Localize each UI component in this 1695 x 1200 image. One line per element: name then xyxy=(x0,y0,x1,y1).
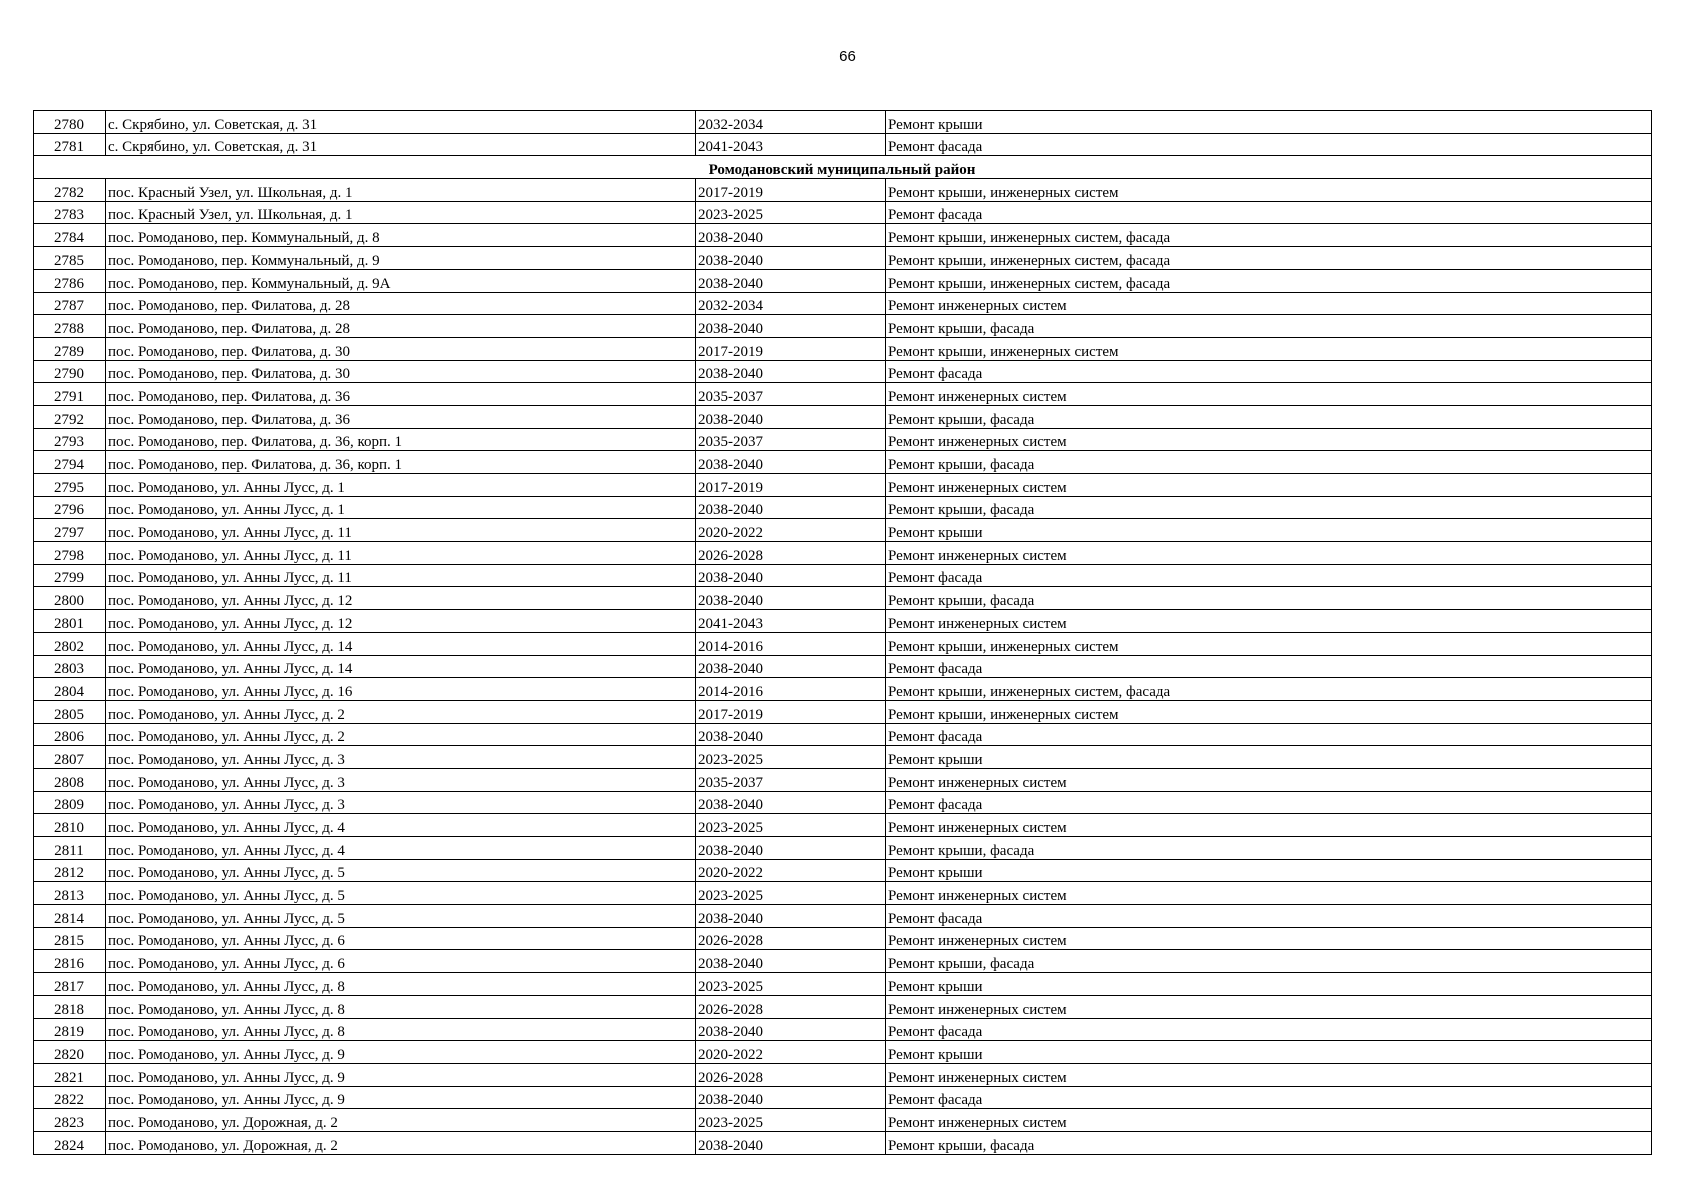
row-number-cell: 2814 xyxy=(34,905,106,928)
period-cell: 2017-2019 xyxy=(696,474,886,497)
address-cell: пос. Ромоданово, ул. Анны Лусс, д. 5 xyxy=(106,882,696,905)
table-row xyxy=(34,428,1652,451)
repair-schedule-table xyxy=(33,110,1652,1155)
work-type-cell: Ремонт крыши, фасада xyxy=(886,587,1652,610)
table-row xyxy=(34,133,1652,156)
table-row xyxy=(34,791,1652,814)
row-number-cell: 2822 xyxy=(34,1086,106,1109)
address-cell: пос. Ромоданово, ул. Анны Лусс, д. 2 xyxy=(106,700,696,723)
work-type-cell: Ремонт инженерных систем xyxy=(886,428,1652,451)
row-number-cell: 2811 xyxy=(34,837,106,860)
table-row xyxy=(34,111,1652,134)
address-cell: пос. Ромоданово, ул. Анны Лусс, д. 8 xyxy=(106,995,696,1018)
work-type-cell: Ремонт крыши xyxy=(886,859,1652,882)
period-cell: 2038-2040 xyxy=(696,451,886,474)
row-number-cell: 2816 xyxy=(34,950,106,973)
table-row xyxy=(34,1086,1652,1109)
row-number-cell: 2795 xyxy=(34,474,106,497)
row-number-cell: 2824 xyxy=(34,1131,106,1154)
row-number-cell: 2786 xyxy=(34,269,106,292)
address-cell: пос. Ромоданово, ул. Анны Лусс, д. 9 xyxy=(106,1063,696,1086)
period-cell: 2023-2025 xyxy=(696,882,886,905)
period-cell: 2026-2028 xyxy=(696,1063,886,1086)
period-cell: 2017-2019 xyxy=(696,700,886,723)
row-number-cell: 2812 xyxy=(34,859,106,882)
address-cell: пос. Ромоданово, пер. Филатова, д. 28 xyxy=(106,292,696,315)
table-row xyxy=(34,201,1652,224)
address-cell: пос. Ромоданово, пер. Филатова, д. 36 xyxy=(106,405,696,428)
work-type-cell: Ремонт фасада xyxy=(886,564,1652,587)
period-cell: 2038-2040 xyxy=(696,723,886,746)
period-cell: 2035-2037 xyxy=(696,383,886,406)
row-number-cell: 2810 xyxy=(34,814,106,837)
address-cell: пос. Ромоданово, ул. Дорожная, д. 2 xyxy=(106,1109,696,1132)
table-row xyxy=(34,678,1652,701)
work-type-cell: Ремонт крыши xyxy=(886,973,1652,996)
table-row xyxy=(34,519,1652,542)
row-number-cell: 2785 xyxy=(34,247,106,270)
row-number-cell: 2790 xyxy=(34,360,106,383)
period-cell: 2038-2040 xyxy=(696,405,886,428)
period-cell: 2038-2040 xyxy=(696,564,886,587)
address-cell: пос. Ромоданово, пер. Филатова, д. 30 xyxy=(106,360,696,383)
work-type-cell: Ремонт фасада xyxy=(886,133,1652,156)
row-number-cell: 2806 xyxy=(34,723,106,746)
work-type-cell: Ремонт крыши, инженерных систем xyxy=(886,337,1652,360)
table-row xyxy=(34,1041,1652,1064)
period-cell: 2038-2040 xyxy=(696,247,886,270)
address-cell: пос. Ромоданово, ул. Анны Лусс, д. 4 xyxy=(106,837,696,860)
row-number-cell: 2784 xyxy=(34,224,106,247)
work-type-cell: Ремонт фасада xyxy=(886,905,1652,928)
row-number-cell: 2796 xyxy=(34,496,106,519)
address-cell: пос. Ромоданово, ул. Анны Лусс, д. 8 xyxy=(106,1018,696,1041)
table-row xyxy=(34,405,1652,428)
period-cell: 2038-2040 xyxy=(696,1086,886,1109)
table-row xyxy=(34,973,1652,996)
table-row xyxy=(34,700,1652,723)
row-number-cell: 2791 xyxy=(34,383,106,406)
table-row xyxy=(34,1063,1652,1086)
period-cell: 2020-2022 xyxy=(696,519,886,542)
period-cell: 2038-2040 xyxy=(696,224,886,247)
table-row xyxy=(34,882,1652,905)
period-cell: 2038-2040 xyxy=(696,791,886,814)
table-row xyxy=(34,610,1652,633)
work-type-cell: Ремонт крыши xyxy=(886,111,1652,134)
address-cell: пос. Ромоданово, ул. Дорожная, д. 2 xyxy=(106,1131,696,1154)
work-type-cell: Ремонт крыши, фасада xyxy=(886,451,1652,474)
period-cell: 2023-2025 xyxy=(696,746,886,769)
address-cell: пос. Ромоданово, ул. Анны Лусс, д. 6 xyxy=(106,950,696,973)
page-number: 66 xyxy=(839,48,856,65)
work-type-cell: Ремонт крыши xyxy=(886,746,1652,769)
address-cell: пос. Ромоданово, ул. Анны Лусс, д. 3 xyxy=(106,791,696,814)
row-number-cell: 2781 xyxy=(34,133,106,156)
row-number-cell: 2789 xyxy=(34,337,106,360)
address-cell: пос. Ромоданово, ул. Анны Лусс, д. 6 xyxy=(106,927,696,950)
table-row xyxy=(34,269,1652,292)
table-row xyxy=(34,1109,1652,1132)
row-number-cell: 2804 xyxy=(34,678,106,701)
row-number-cell: 2792 xyxy=(34,405,106,428)
address-cell: пос. Ромоданово, ул. Анны Лусс, д. 3 xyxy=(106,768,696,791)
table-row xyxy=(34,1018,1652,1041)
address-cell: пос. Ромоданово, ул. Анны Лусс, д. 11 xyxy=(106,519,696,542)
table-row xyxy=(34,746,1652,769)
period-cell: 2035-2037 xyxy=(696,768,886,791)
work-type-cell: Ремонт фасада xyxy=(886,723,1652,746)
address-cell: пос. Ромоданово, ул. Анны Лусс, д. 8 xyxy=(106,973,696,996)
address-cell: пос. Ромоданово, ул. Анны Лусс, д. 12 xyxy=(106,610,696,633)
work-type-cell: Ремонт крыши, фасада xyxy=(886,950,1652,973)
table-body xyxy=(34,111,1652,1155)
table-row xyxy=(34,1131,1652,1154)
period-cell: 2023-2025 xyxy=(696,814,886,837)
work-type-cell: Ремонт инженерных систем xyxy=(886,1063,1652,1086)
address-cell: пос. Ромоданово, ул. Анны Лусс, д. 9 xyxy=(106,1041,696,1064)
period-cell: 2014-2016 xyxy=(696,678,886,701)
table-row xyxy=(34,451,1652,474)
table-row xyxy=(34,247,1652,270)
address-cell: пос. Ромоданово, ул. Анны Лусс, д. 3 xyxy=(106,746,696,769)
work-type-cell: Ремонт инженерных систем xyxy=(886,474,1652,497)
table-row xyxy=(34,905,1652,928)
period-cell: 2038-2040 xyxy=(696,587,886,610)
work-type-cell: Ремонт фасада xyxy=(886,360,1652,383)
period-cell: 2041-2043 xyxy=(696,133,886,156)
period-cell: 2032-2034 xyxy=(696,292,886,315)
period-cell: 2038-2040 xyxy=(696,360,886,383)
work-type-cell: Ремонт инженерных систем xyxy=(886,882,1652,905)
work-type-cell: Ремонт крыши, инженерных систем, фасада xyxy=(886,224,1652,247)
table-row xyxy=(34,995,1652,1018)
period-cell: 2026-2028 xyxy=(696,995,886,1018)
address-cell: пос. Ромоданово, ул. Анны Лусс, д. 16 xyxy=(106,678,696,701)
work-type-cell: Ремонт инженерных систем xyxy=(886,814,1652,837)
work-type-cell: Ремонт крыши, фасада xyxy=(886,837,1652,860)
period-cell: 2014-2016 xyxy=(696,632,886,655)
row-number-cell: 2820 xyxy=(34,1041,106,1064)
address-cell: пос. Ромоданово, пер. Филатова, д. 36, корп. 1 xyxy=(106,428,696,451)
row-number-cell: 2782 xyxy=(34,179,106,202)
work-type-cell: Ремонт крыши, фасада xyxy=(886,315,1652,338)
period-cell: 2023-2025 xyxy=(696,1109,886,1132)
table-row xyxy=(34,950,1652,973)
period-cell: 2038-2040 xyxy=(696,655,886,678)
work-type-cell: Ремонт крыши xyxy=(886,519,1652,542)
table-row xyxy=(34,383,1652,406)
address-cell: пос. Ромоданово, ул. Анны Лусс, д. 9 xyxy=(106,1086,696,1109)
table-row xyxy=(34,814,1652,837)
work-type-cell: Ремонт крыши, инженерных систем xyxy=(886,632,1652,655)
row-number-cell: 2787 xyxy=(34,292,106,315)
row-number-cell: 2794 xyxy=(34,451,106,474)
table-row xyxy=(34,224,1652,247)
row-number-cell: 2801 xyxy=(34,610,106,633)
period-cell: 2038-2040 xyxy=(696,905,886,928)
row-number-cell: 2800 xyxy=(34,587,106,610)
address-cell: пос. Ромоданово, пер. Коммунальный, д. 9А xyxy=(106,269,696,292)
work-type-cell: Ремонт крыши, фасада xyxy=(886,405,1652,428)
table-row xyxy=(34,564,1652,587)
row-number-cell: 2823 xyxy=(34,1109,106,1132)
period-cell: 2038-2040 xyxy=(696,1131,886,1154)
period-cell: 2023-2025 xyxy=(696,201,886,224)
period-cell: 2032-2034 xyxy=(696,111,886,134)
work-type-cell: Ремонт инженерных систем xyxy=(886,1109,1652,1132)
row-number-cell: 2815 xyxy=(34,927,106,950)
work-type-cell: Ремонт крыши, инженерных систем xyxy=(886,179,1652,202)
work-type-cell: Ремонт фасада xyxy=(886,1086,1652,1109)
work-type-cell: Ремонт инженерных систем xyxy=(886,610,1652,633)
period-cell: 2020-2022 xyxy=(696,1041,886,1064)
address-cell: пос. Ромоданово, ул. Анны Лусс, д. 2 xyxy=(106,723,696,746)
period-cell: 2038-2040 xyxy=(696,1018,886,1041)
row-number-cell: 2797 xyxy=(34,519,106,542)
table-row xyxy=(34,927,1652,950)
address-cell: пос. Ромоданово, пер. Филатова, д. 36, корп. 1 xyxy=(106,451,696,474)
table-row xyxy=(34,859,1652,882)
period-cell: 2038-2040 xyxy=(696,269,886,292)
work-type-cell: Ремонт крыши, инженерных систем, фасада xyxy=(886,247,1652,270)
work-type-cell: Ремонт инженерных систем xyxy=(886,927,1652,950)
address-cell: с. Скрябино, ул. Советская, д. 31 xyxy=(106,133,696,156)
table-row xyxy=(34,587,1652,610)
section-title: Ромодановский муниципальный район xyxy=(34,156,1652,179)
work-type-cell: Ремонт крыши, фасада xyxy=(886,1131,1652,1154)
work-type-cell: Ремонт фасада xyxy=(886,655,1652,678)
address-cell: пос. Ромоданово, ул. Анны Лусс, д. 11 xyxy=(106,564,696,587)
work-type-cell: Ремонт крыши, фасада xyxy=(886,496,1652,519)
section-header-row xyxy=(34,156,1652,179)
row-number-cell: 2818 xyxy=(34,995,106,1018)
work-type-cell: Ремонт инженерных систем xyxy=(886,292,1652,315)
address-cell: пос. Красный Узел, ул. Школьная, д. 1 xyxy=(106,179,696,202)
table-row xyxy=(34,292,1652,315)
row-number-cell: 2821 xyxy=(34,1063,106,1086)
address-cell: пос. Ромоданово, ул. Анны Лусс, д. 11 xyxy=(106,542,696,565)
period-cell: 2038-2040 xyxy=(696,837,886,860)
address-cell: пос. Ромоданово, ул. Анны Лусс, д. 1 xyxy=(106,496,696,519)
period-cell: 2020-2022 xyxy=(696,859,886,882)
address-cell: пос. Ромоданово, ул. Анны Лусс, д. 14 xyxy=(106,632,696,655)
work-type-cell: Ремонт фасада xyxy=(886,1018,1652,1041)
work-type-cell: Ремонт крыши xyxy=(886,1041,1652,1064)
period-cell: 2038-2040 xyxy=(696,315,886,338)
address-cell: пос. Ромоданово, пер. Филатова, д. 30 xyxy=(106,337,696,360)
period-cell: 2038-2040 xyxy=(696,496,886,519)
table-row xyxy=(34,360,1652,383)
table-row xyxy=(34,315,1652,338)
row-number-cell: 2802 xyxy=(34,632,106,655)
table-row xyxy=(34,632,1652,655)
period-cell: 2041-2043 xyxy=(696,610,886,633)
period-cell: 2035-2037 xyxy=(696,428,886,451)
row-number-cell: 2808 xyxy=(34,768,106,791)
address-cell: пос. Ромоданово, пер. Коммунальный, д. 8 xyxy=(106,224,696,247)
row-number-cell: 2807 xyxy=(34,746,106,769)
address-cell: пос. Ромоданово, пер. Коммунальный, д. 9 xyxy=(106,247,696,270)
work-type-cell: Ремонт фасада xyxy=(886,791,1652,814)
table-row xyxy=(34,496,1652,519)
period-cell: 2017-2019 xyxy=(696,337,886,360)
row-number-cell: 2817 xyxy=(34,973,106,996)
row-number-cell: 2798 xyxy=(34,542,106,565)
work-type-cell: Ремонт инженерных систем xyxy=(886,542,1652,565)
address-cell: пос. Ромоданово, ул. Анны Лусс, д. 14 xyxy=(106,655,696,678)
address-cell: с. Скрябино, ул. Советская, д. 31 xyxy=(106,111,696,134)
table-row xyxy=(34,542,1652,565)
address-cell: пос. Ромоданово, ул. Анны Лусс, д. 1 xyxy=(106,474,696,497)
table-row xyxy=(34,337,1652,360)
period-cell: 2023-2025 xyxy=(696,973,886,996)
work-type-cell: Ремонт крыши, инженерных систем, фасада xyxy=(886,269,1652,292)
row-number-cell: 2780 xyxy=(34,111,106,134)
address-cell: пос. Ромоданово, ул. Анны Лусс, д. 5 xyxy=(106,859,696,882)
work-type-cell: Ремонт инженерных систем xyxy=(886,383,1652,406)
address-cell: пос. Ромоданово, пер. Филатова, д. 28 xyxy=(106,315,696,338)
table-row xyxy=(34,723,1652,746)
address-cell: пос. Ромоданово, ул. Анны Лусс, д. 4 xyxy=(106,814,696,837)
address-cell: пос. Ромоданово, пер. Филатова, д. 36 xyxy=(106,383,696,406)
table-row xyxy=(34,179,1652,202)
table-row xyxy=(34,768,1652,791)
row-number-cell: 2788 xyxy=(34,315,106,338)
table-row xyxy=(34,837,1652,860)
work-type-cell: Ремонт инженерных систем xyxy=(886,768,1652,791)
period-cell: 2017-2019 xyxy=(696,179,886,202)
work-type-cell: Ремонт крыши, инженерных систем, фасада xyxy=(886,678,1652,701)
address-cell: пос. Ромоданово, ул. Анны Лусс, д. 5 xyxy=(106,905,696,928)
work-type-cell: Ремонт крыши, инженерных систем xyxy=(886,700,1652,723)
table-row xyxy=(34,474,1652,497)
row-number-cell: 2803 xyxy=(34,655,106,678)
address-cell: пос. Красный Узел, ул. Школьная, д. 1 xyxy=(106,201,696,224)
row-number-cell: 2809 xyxy=(34,791,106,814)
row-number-cell: 2805 xyxy=(34,700,106,723)
work-type-cell: Ремонт инженерных систем xyxy=(886,995,1652,1018)
table-row xyxy=(34,655,1652,678)
row-number-cell: 2813 xyxy=(34,882,106,905)
work-type-cell: Ремонт фасада xyxy=(886,201,1652,224)
period-cell: 2038-2040 xyxy=(696,950,886,973)
period-cell: 2026-2028 xyxy=(696,927,886,950)
address-cell: пос. Ромоданово, ул. Анны Лусс, д. 12 xyxy=(106,587,696,610)
row-number-cell: 2799 xyxy=(34,564,106,587)
period-cell: 2026-2028 xyxy=(696,542,886,565)
row-number-cell: 2819 xyxy=(34,1018,106,1041)
row-number-cell: 2793 xyxy=(34,428,106,451)
row-number-cell: 2783 xyxy=(34,201,106,224)
